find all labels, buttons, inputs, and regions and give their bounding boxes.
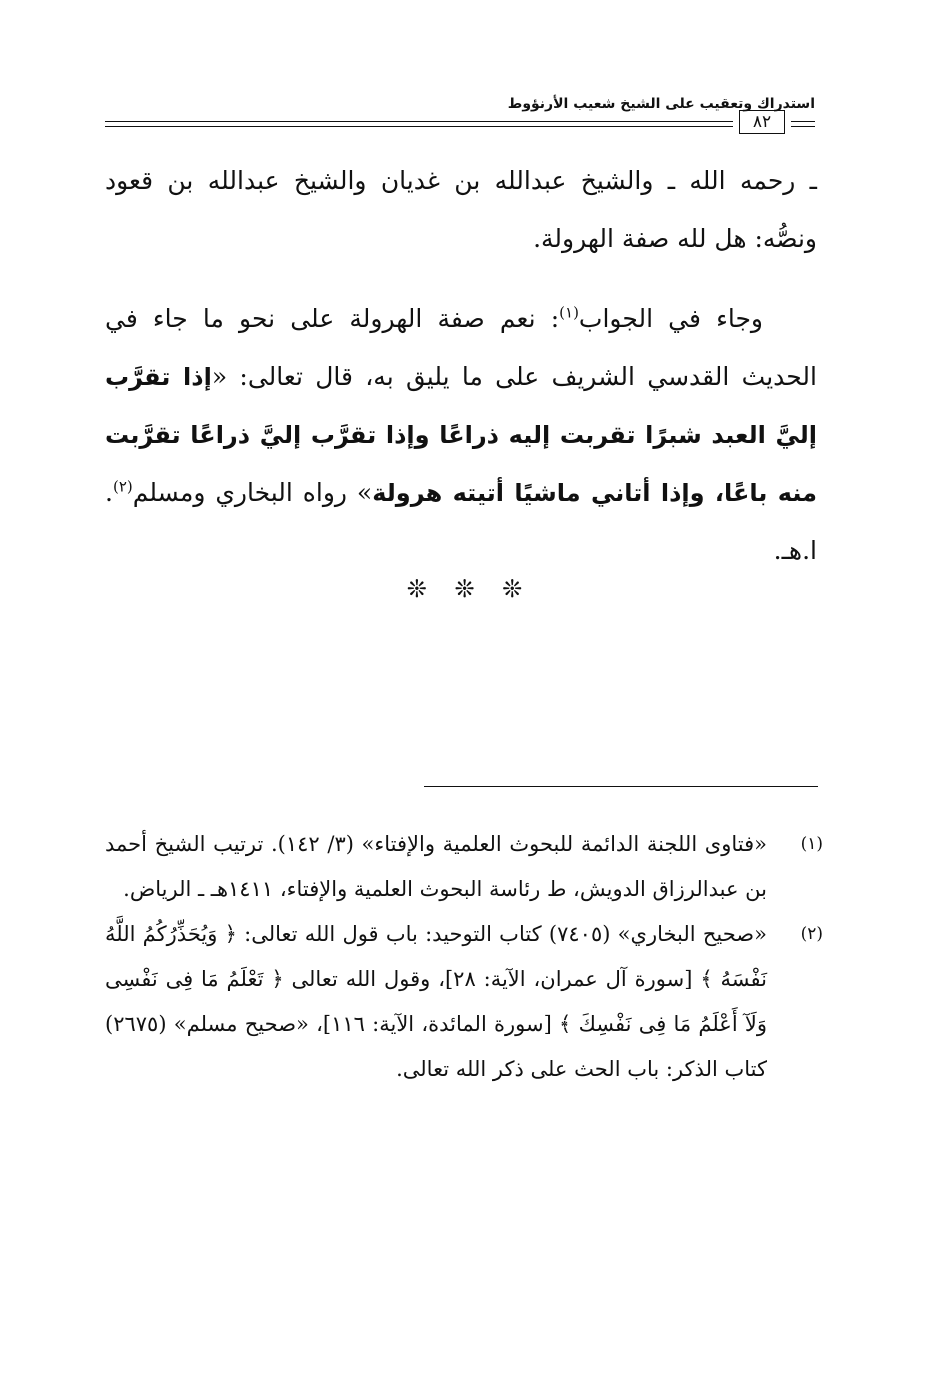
quran-verse: ﴿ وَيُحَذِّرُكُمُ اللَّهُ نَفْسَهُ ﴾ <box>105 922 767 991</box>
text-run: » رواه البخاري ومسلم <box>132 478 373 507</box>
page-number: ٨٢ <box>739 110 785 134</box>
footnote <box>105 822 823 912</box>
hadith-quote: إذا تقرَّب إليَّ العبد شبرًا تقربت إليه ذراعًا وإذا تقرَّب إليَّ ذراعًا تقرَّبت منه باعًا، وإذا أتاني ماشيًا أتيته هرولة <box>105 363 817 507</box>
quran-verse: ﴿ تَعْلَمُ مَا فِى نَفْسِى وَلَآ أَعْلَمُ مَا فِى نَفْسِكَ ﴾ <box>105 967 768 1036</box>
main-text <box>105 152 817 580</box>
section-separator: ❊ ❊ ❊ <box>406 575 533 603</box>
paragraph <box>105 290 817 580</box>
footnote-text: [سورة المائدة، الآية: ١١٦]، «صحيح مسلم» (٢٦٧٥) كتاب الذكر: باب الحث على ذكر الله تعالى. <box>105 1012 767 1081</box>
text-run: . ا.هـ. <box>105 478 817 565</box>
footnote <box>105 912 823 1092</box>
header-rule <box>723 121 733 122</box>
header-rule <box>791 126 815 127</box>
page-header <box>105 92 815 144</box>
running-title: استدراك وتعقيب على الشيخ شعيب الأرنؤوط <box>507 96 815 112</box>
header-rule <box>105 126 725 127</box>
header-rule <box>791 121 815 122</box>
footnote-number: (١) <box>800 834 823 854</box>
footnote-text: «فتاوى اللجنة الدائمة للبحوث العلمية والإفتاء» (٣/ ١٤٢). ترتيب الشيخ أحمد بن عبدالرزاق الدويش، ط رئاسة البحوث العلمية والإفتاء، ١٤١١هـ ـ الرياض. <box>105 832 767 901</box>
text-run: : نعم صفة الهرولة على نحو ما جاء في الحديث القدسي الشريف على ما يليق به، قال تعالى: « <box>105 304 817 391</box>
footnote-ref: (٢) <box>112 477 133 496</box>
header-rule <box>105 121 725 122</box>
header-rule <box>723 126 733 127</box>
footnote-text: «صحيح البخاري» (٧٤٠٥) كتاب التوحيد: باب قول الله تعالى: <box>244 922 767 946</box>
footnote-rule <box>424 786 818 787</box>
paragraph: ـ رحمه الله ـ والشيخ عبدالله بن غديان والشيخ عبدالله بن قعود ونصُّه: هل لله صفة الهرولة. <box>105 166 817 253</box>
footnotes <box>105 822 823 1092</box>
text-run: وجاء في الجواب <box>578 304 763 333</box>
footnote-number: (٢) <box>800 924 823 944</box>
footnote-ref: (١) <box>559 303 579 322</box>
footnote-text: [سورة آل عمران، الآية: ٢٨]، وقول الله تعالى <box>291 967 693 991</box>
